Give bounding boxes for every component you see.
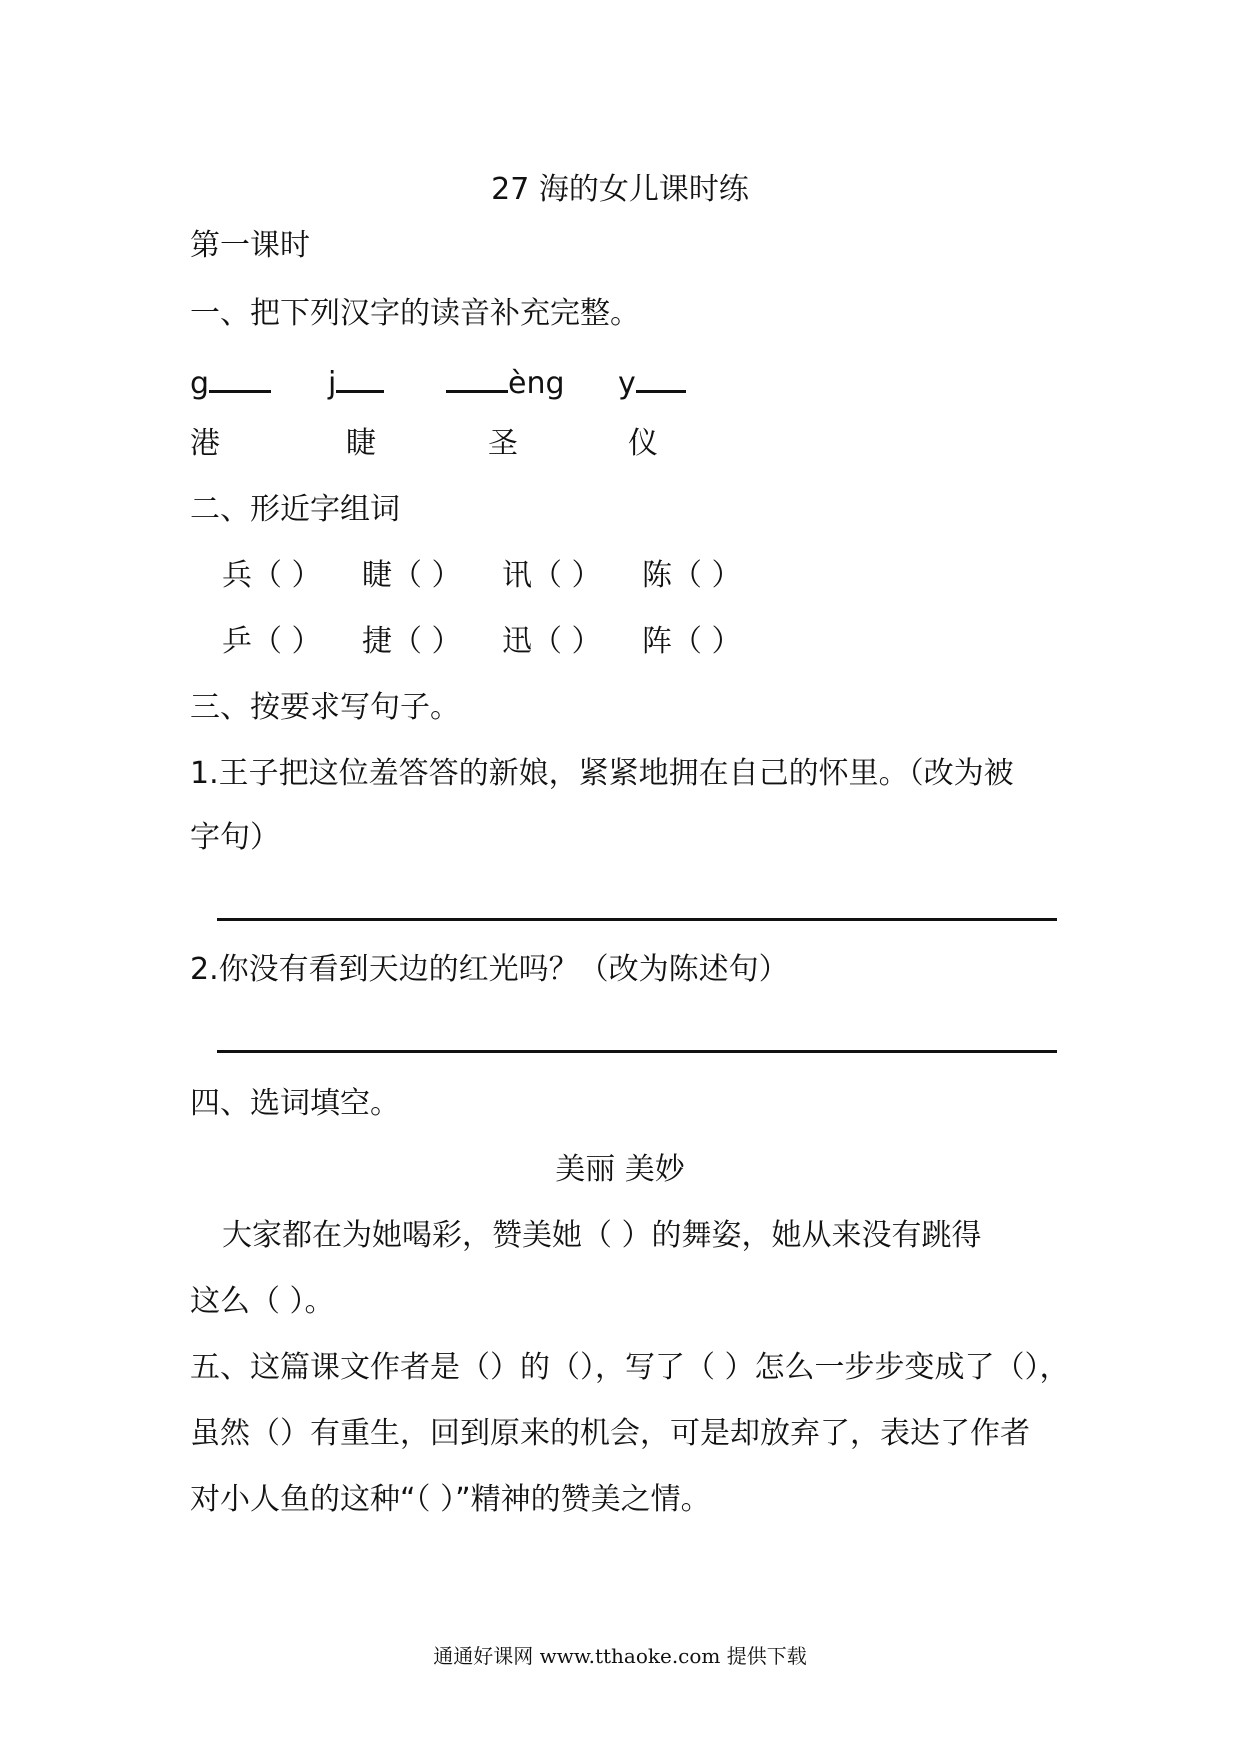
pinyin-blank[interactable] [636,360,686,393]
word-group-2-4: 阵（ ） [642,624,742,659]
word-group-2-3: 迅（ ） [502,624,602,659]
pinyin-prefix: j [328,366,337,401]
section3-heading: 三、按要求写句子。 [190,690,460,725]
fill-sentence-line2: 这么（ ）。 [190,1284,335,1319]
section4-heading: 四、选词填空。 [190,1086,400,1121]
pinyin-blank[interactable] [336,360,384,393]
char-3: 圣 [488,426,518,461]
section5-line3: 对小人鱼的这种“（ ）”精神的赞美之情。 [190,1482,711,1517]
word-group-1-3: 讯（ ） [502,558,602,593]
word-group-2-2: 捷（ ） [362,624,462,659]
word-group-1-1: 兵（ ） [222,558,322,593]
char-4: 仪 [628,426,658,461]
question2: 2.你没有看到天边的红光吗？（改为陈述句） [190,952,789,987]
answer-line-1[interactable] [217,918,1057,921]
section2-heading: 二、形近字组词 [190,492,400,527]
word-choices: 美丽 美妙 [555,1152,685,1187]
section1-heading: 一、把下列汉字的读音补充完整。 [190,296,640,331]
word-group-1-4: 陈（ ） [642,558,742,593]
fill-sentence-line1: 大家都在为她喝彩，赞美她（ ）的舞姿，她从来没有跳得 [222,1218,982,1253]
pinyin-item-2 [328,360,384,404]
pinyin-prefix: y [618,366,636,401]
question1-line1: 1.王子把这位羞答答的新娘，紧紧地拥在自己的怀里。（改为被 [190,756,1014,791]
footer-credit: 通通好课网 www.tthaoke.com 提供下载 [433,1644,807,1668]
pinyin-blank[interactable] [446,360,508,393]
question1-line2: 字句） [190,820,280,855]
pinyin-suffix: èng [508,366,565,401]
pinyin-item-3 [446,360,565,404]
answer-line-2[interactable] [217,1050,1057,1053]
pinyin-item-1 [190,360,271,404]
word-group-1-2: 睫（ ） [362,558,462,593]
pinyin-item-4 [618,360,686,404]
pinyin-prefix: g [190,366,210,401]
lesson-label: 第一课时 [190,228,310,263]
section5-line2: 虽然（）有重生，回到原来的机会，可是却放弃了，表达了作者 [190,1416,1030,1451]
char-1: 港 [190,426,220,461]
section5-line1: 五、这篇课文作者是（）的（），写了（ ）怎么一步步变成了（）， [190,1350,1070,1385]
pinyin-blank[interactable] [209,360,271,393]
word-group-2-1: 乒（ ） [222,624,322,659]
worksheet-title: 27 海的女儿课时练 [491,172,749,207]
char-2: 睫 [346,426,376,461]
